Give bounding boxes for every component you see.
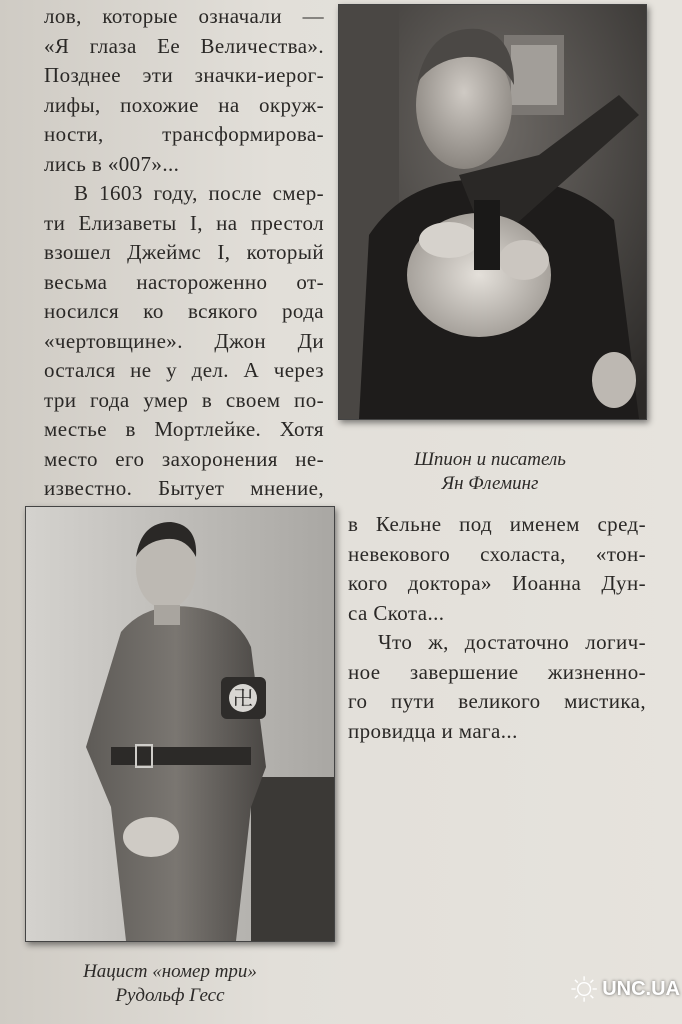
text-column-right [348,510,646,746]
text-line: «Я глаза Ее Величества». [44,33,324,58]
text-line: в Кельне под именем сред- [348,512,646,536]
svg-text:卍: 卍 [233,686,253,710]
text-line: ное завершение жизненно- [348,659,646,684]
text-column-left [44,2,324,533]
text-line: известно. Бытует мнение, [44,476,324,500]
caption-line: Нацист «номер три» [83,961,257,982]
text-line: го пути великого мистика, [348,689,646,713]
photo-hess [25,506,335,942]
text-line: лись в «007»... [44,151,180,176]
text-line: провидца и мага... [348,718,518,743]
text-line: Что ж, достаточно логич- [378,630,646,654]
watermark-text: UNC.UA [602,977,680,1000]
caption-fleming [360,448,620,496]
text-line: В 1603 году, после смер- [74,181,324,205]
text-line: место его захоронения не- [44,446,324,471]
text-line: Позднее эти значки-иерог- [44,63,324,87]
text-line: весьма настороженно от- [44,269,324,294]
text-line: са Скота... [348,600,445,625]
photo-fleming [338,4,647,420]
sunburst-icon [570,969,598,1009]
caption-line: Шпион и писатель [414,449,566,470]
text-line: лов, которые означали — [44,4,324,28]
caption-hess [40,960,300,1008]
text-line: ти Елизаветы I, на престол [44,210,324,235]
text-line: взошел Джеймс I, который [44,240,324,264]
text-line: местье в Мортлейке. Хотя [44,417,324,441]
text-line: лифы, похожие на окруж- [44,92,324,117]
fleming-portrait-image [339,5,646,419]
hess-portrait-image [26,507,334,941]
text-line: кого доктора» Иоанна Дун- [348,571,646,595]
caption-line: Рудольф Гесс [115,985,225,1006]
text-line: невекового схоласта, «тон- [348,541,646,566]
text-line: «чертовщине». Джон Ди [44,328,324,353]
caption-line: Ян Флеминг [441,473,539,494]
text-line: носился ко всякого рода [44,299,324,323]
text-line: остался не у дел. А через [44,358,324,382]
text-line: три года умер в своем по- [44,387,324,412]
watermark [570,964,680,1014]
text-line: ности, трансформирова- [44,122,324,146]
